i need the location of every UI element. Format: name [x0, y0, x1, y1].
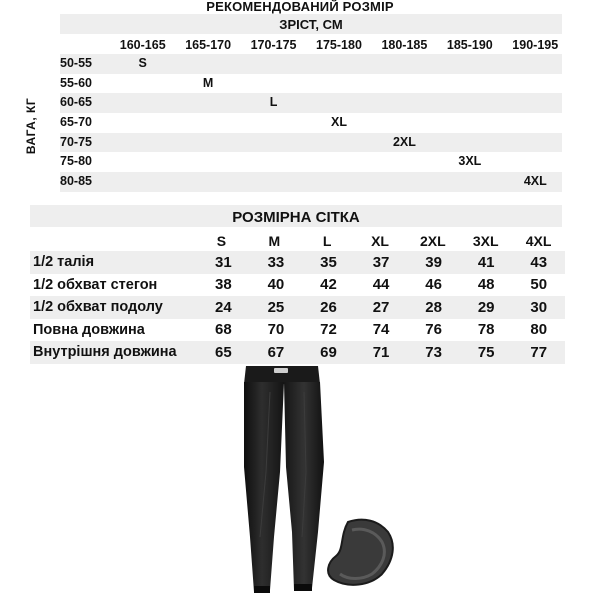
size-chart-rows	[30, 251, 565, 364]
height-range-header: 190-195	[512, 38, 559, 52]
measurement-value: 39	[425, 253, 442, 271]
size-column-header: 4XL	[525, 233, 552, 249]
measurement-label: Повна довжина	[33, 321, 145, 338]
measurement-row	[30, 251, 565, 274]
recommended-row	[60, 54, 562, 74]
recommended-size: 2XL	[392, 134, 416, 149]
height-range-header: 175-180	[316, 38, 362, 52]
measurement-value: 26	[320, 298, 337, 316]
measurement-value: 41	[477, 253, 495, 271]
height-range-headers	[110, 36, 568, 54]
measurement-values	[197, 299, 565, 316]
measurement-value: 75	[477, 343, 495, 361]
measurement-row	[30, 341, 565, 364]
measurement-value: 65	[215, 343, 232, 361]
recommended-size: M	[202, 75, 214, 90]
measurement-label: 1/2 обхват стегон	[33, 276, 158, 293]
measurement-row	[30, 274, 565, 297]
measurement-value: 42	[320, 276, 337, 294]
weight-range: 50-55	[60, 56, 92, 70]
height-header: ЗРІСТ, СМ	[60, 14, 562, 34]
size-chart-header	[195, 231, 565, 251]
measurement-value: 29	[477, 298, 495, 316]
size-chart-table	[0, 205, 600, 365]
measurement-values	[197, 276, 565, 293]
measurement-values	[197, 321, 565, 338]
measurement-value: 35	[320, 253, 337, 271]
measurement-value: 76	[425, 321, 442, 339]
recommended-rows	[60, 54, 562, 192]
height-range-header: 180-185	[381, 38, 428, 52]
measurement-value: 48	[477, 276, 495, 294]
recommended-row	[60, 93, 562, 113]
recommended-size: XL	[331, 115, 347, 130]
measurement-row	[30, 319, 565, 342]
recommended-row	[60, 113, 562, 133]
measurement-value: 27	[372, 298, 390, 316]
measurement-label: 1/2 талія	[33, 254, 95, 271]
weight-range: 55-60	[60, 75, 92, 90]
measurement-value: 68	[215, 321, 232, 339]
measurement-value: 69	[320, 343, 337, 361]
measurement-value: 33	[267, 253, 285, 271]
height-range-header: 170-175	[250, 38, 297, 52]
measurement-value: 80	[530, 321, 548, 339]
measurement-value: 73	[425, 343, 442, 361]
size-column-header: 2XL	[420, 233, 446, 249]
measurement-value: 40	[267, 276, 285, 294]
weight-range: 75-80	[60, 154, 92, 169]
measurement-value: 28	[425, 298, 442, 316]
height-range-header: 160-165	[119, 38, 166, 52]
measurement-value: 71	[372, 343, 390, 361]
measurement-value: 77	[530, 343, 548, 361]
measurement-value: 46	[425, 276, 442, 294]
measurement-value: 78	[477, 321, 495, 339]
size-column-header: XL	[371, 233, 389, 249]
measurement-value: 37	[372, 253, 390, 271]
height-range-header: 185-190	[446, 38, 493, 52]
size-chart-title: РОЗМІРНА СІТКА	[30, 205, 562, 227]
measurement-value: 25	[267, 298, 285, 316]
recommended-size: S	[138, 56, 147, 70]
recommended-row	[60, 74, 562, 94]
measurement-value: 70	[267, 321, 285, 339]
measurement-value: 31	[215, 253, 232, 271]
measurement-value: 24	[215, 298, 232, 316]
size-column-header: L	[322, 233, 332, 249]
measurement-row	[30, 296, 565, 319]
measurement-values	[197, 254, 565, 271]
measurement-value: 38	[215, 276, 232, 294]
measurement-value: 67	[267, 343, 285, 361]
measurement-value: 30	[530, 298, 548, 316]
size-column-header: S	[216, 233, 227, 249]
recommended-row	[60, 172, 562, 192]
recommended-size-table	[0, 0, 600, 200]
recommended-size: 3XL	[458, 154, 482, 169]
measurement-value: 43	[530, 253, 548, 271]
weight-range: 80-85	[60, 174, 92, 189]
measurement-values	[197, 344, 565, 361]
recommended-row	[60, 152, 562, 172]
recommended-size: 4XL	[523, 174, 547, 189]
weight-range: 60-65	[60, 95, 92, 110]
height-range-header: 165-170	[185, 38, 232, 52]
measurement-label: Внутрішня довжина	[33, 344, 177, 361]
measurement-value: 74	[372, 321, 390, 339]
weight-range: 70-75	[60, 134, 92, 149]
size-column-header: M	[268, 233, 281, 249]
weight-axis-label: ВАГА, КГ	[24, 97, 38, 155]
weight-range: 65-70	[60, 115, 92, 130]
measurement-label: 1/2 обхват подолу	[33, 299, 163, 316]
recommended-row	[60, 133, 562, 153]
measurement-value: 50	[530, 276, 548, 294]
measurement-value: 72	[320, 321, 337, 339]
recommended-size: L	[269, 95, 278, 110]
chamois-pad-icon	[318, 512, 418, 592]
size-column-header: 3XL	[472, 233, 499, 249]
measurement-value: 44	[372, 276, 390, 294]
recommended-size-title: РЕКОМЕНДОВАНИЙ РОЗМІР	[206, 0, 394, 14]
